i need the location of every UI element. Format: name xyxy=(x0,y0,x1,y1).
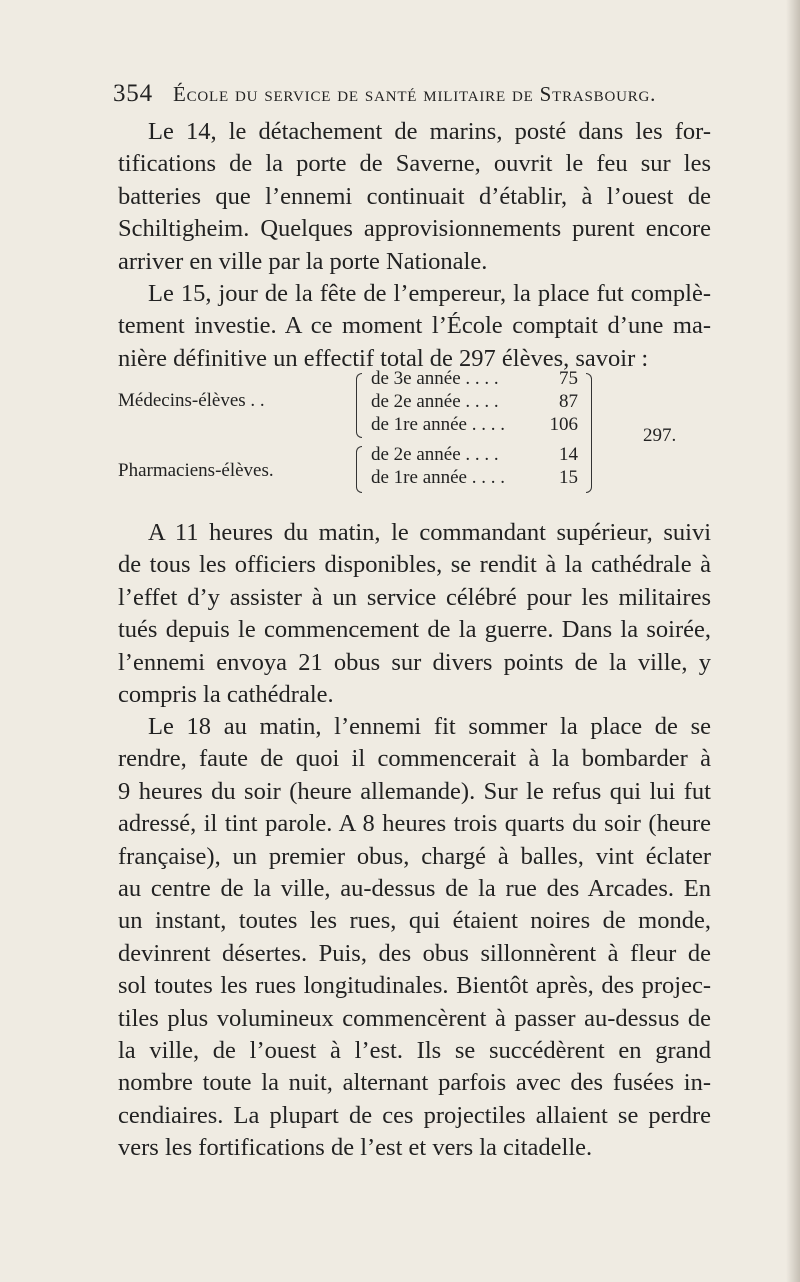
total-value: 297. xyxy=(643,425,677,446)
row-value: 87 xyxy=(559,391,578,412)
text-line: au centre de la ville, au-dessus de la rue des Arcades. En xyxy=(118,875,711,903)
text-line: vers les fortifications de l’est et vers la citadelle. xyxy=(118,1134,593,1162)
row-label: de 2e année . . . . xyxy=(371,391,499,412)
text-line: batteries que l’ennemi continuait d’établir, à l’ouest de xyxy=(118,182,711,210)
text-line: tifications de la porte de Saverne, ouvrit le feu sur les xyxy=(118,150,711,178)
text-line: tiles plus volumineux commencèrent à passer au-dessus de xyxy=(118,1004,711,1032)
row-value: 75 xyxy=(559,368,578,389)
text-line: compris la cathédrale. xyxy=(118,681,334,709)
paragraph-4 xyxy=(118,711,711,1165)
running-title: École du service de santé militaire de Strasbourg. xyxy=(172,82,657,106)
text-line: rendre, faute de quoi il commencerait à la bombarder à xyxy=(118,745,711,773)
table-row xyxy=(361,368,578,390)
row-label: de 3e année . . . . xyxy=(371,368,499,389)
text-line: Le 15, jour de la fête de l’empereur, la place fut complè- xyxy=(148,280,711,307)
row-value: 14 xyxy=(559,444,578,465)
row-label: de 1re année . . . . xyxy=(371,414,505,435)
pharmaciens-label: Pharmaciens-élèves. xyxy=(118,460,274,481)
running-header xyxy=(113,80,713,108)
text-line: 9 heures du soir (heure allemande). Sur le refus qui lui fut xyxy=(118,777,711,805)
text-line: française), un premier obus, chargé à balles, vint éclater xyxy=(118,842,711,870)
table-row xyxy=(361,414,578,436)
text-line: tués depuis le commencement de la guerre. Dans la soirée, xyxy=(118,616,711,644)
row-value: 15 xyxy=(559,467,578,488)
text-line: l’effet d’y assister à un service célébré pour les militaires xyxy=(118,583,711,611)
page-number: 354 xyxy=(113,80,153,107)
text-line: l’ennemi envoya 21 obus sur divers points de la ville, y xyxy=(118,648,711,676)
text-line: A 11 heures du matin, le commandant supérieur, suivi xyxy=(148,519,711,546)
text-line: de tous les officiers disponibles, se rendit à la cathédrale à xyxy=(118,551,711,579)
page-edge-shadow xyxy=(786,0,800,1282)
enrollment-table xyxy=(118,368,718,503)
text-line: un instant, toutes les rues, qui étaient noires de monde, xyxy=(118,907,711,935)
right-brace-total xyxy=(586,373,592,493)
text-line: cendiaires. La plupart de ces projectiles allaient se perdre xyxy=(118,1101,711,1129)
medecins-label: Médecins-élèves . . xyxy=(118,390,265,411)
paragraph-2 xyxy=(118,278,711,375)
table-row xyxy=(361,444,578,466)
paragraph-3 xyxy=(118,517,711,711)
text-line: Schiltigheim. Quelques approvisionnements purent encore xyxy=(118,215,711,243)
text-line: nière définitive un effectif total de 297 élèves, savoir : xyxy=(118,344,649,372)
text-line: devinrent désertes. Puis, des obus sillonnèrent à fleur de xyxy=(118,939,711,967)
text-line: adressé, il tint parole. A 8 heures trois quarts du soir (heure xyxy=(118,810,711,838)
text-line: Le 14, le détachement de marins, posté dans les for- xyxy=(148,118,711,145)
text-line: nombre toute la nuit, alternant parfois avec des fusées in- xyxy=(118,1069,711,1097)
table-row xyxy=(361,391,578,413)
text-line: Le 18 au matin, l’ennemi fit sommer la place de se xyxy=(148,713,711,740)
row-label: de 1re année . . . . xyxy=(371,467,505,488)
text-line: la ville, de l’ouest à l’est. Ils se succédèrent en grand xyxy=(118,1037,711,1065)
paragraph-1 xyxy=(118,116,711,278)
row-value: 106 xyxy=(549,414,578,435)
table-row xyxy=(361,467,578,489)
text-line: sol toutes les rues longitudinales. Bientôt après, des projec- xyxy=(118,972,711,1000)
row-label: de 2e année . . . . xyxy=(371,444,499,465)
text-line: arriver en ville par la porte Nationale. xyxy=(118,247,488,275)
text-line: tement investie. A ce moment l’École comptait d’une ma- xyxy=(118,312,711,340)
